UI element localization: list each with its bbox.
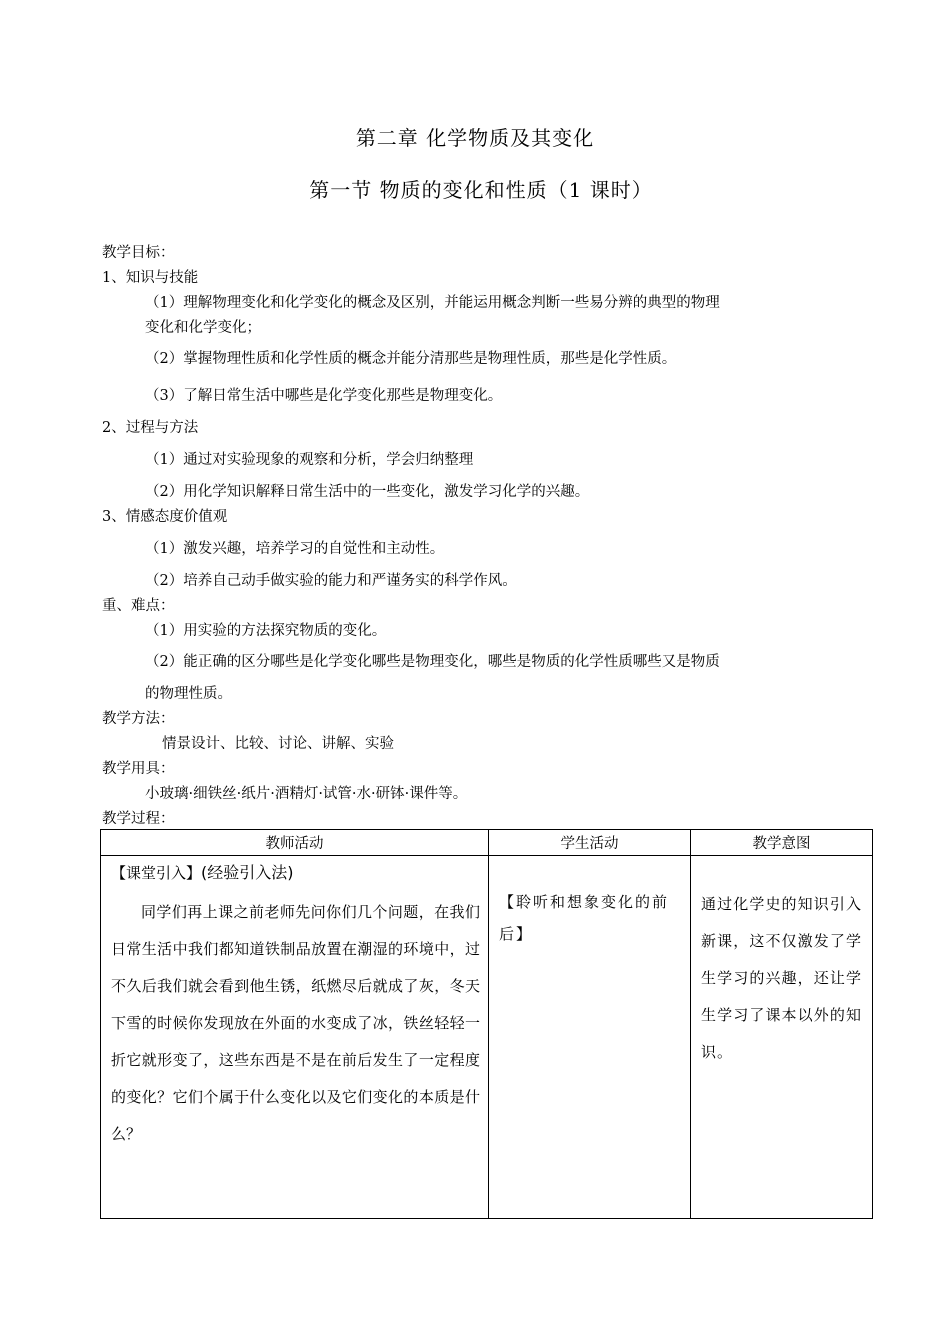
teacher-activity-text: 同学们再上课之前老师先问你们几个问题，在我们日常生活中我们都知道铁制品放置在潮湿的环境中，过不久后我们就会看到他生锈，纸燃尽后就成了灰，冬天下雪的时候你发现放在外面的水变成了冰，铁丝轻轻一折它就形变了，这些东西是不是在前后发生了一定程度的变化？它们个属于什么变化以及它们变化的本质是什么？ — [111, 903, 480, 1143]
student-activity-cell — [489, 856, 691, 1219]
teaching-intent-cell — [691, 856, 873, 1219]
methods-text: 情景设计、比较、讨论、讲解、实验 — [162, 736, 394, 752]
tools-heading: 教学用具： — [102, 761, 175, 777]
key-points-heading: 重、难点： — [102, 598, 175, 614]
methods-heading: 教学方法： — [102, 711, 175, 727]
tools-text: 小玻璃·细铁丝·纸片·酒精灯·试管·水·研钵·课件等。 — [145, 786, 468, 802]
key-point-1: （1）用实验的方法探究物质的变化。 — [145, 623, 387, 639]
lesson-intro-method: (经验引入法) — [201, 863, 294, 882]
lesson-intro-heading — [111, 862, 480, 884]
teaching-process-heading: 教学过程： — [102, 811, 175, 827]
student-activity-text: 【聆听和想象变化的前后】 — [499, 893, 670, 943]
knowledge-item-3: （3）了解日常生活中哪些是化学变化那些是物理变化。 — [145, 388, 503, 404]
teacher-activity-cell — [101, 856, 489, 1219]
teaching-process-table — [100, 829, 873, 1219]
process-heading: 2、过程与方法 — [102, 420, 199, 436]
process-item-2: （2）用化学知识解释日常生活中的一些变化，激发学习化学的兴趣。 — [145, 484, 590, 500]
lesson-intro-label: 【课堂引入】 — [111, 864, 202, 882]
table-row — [101, 856, 873, 1219]
knowledge-item-1-line-1: （1）理解物理变化和化学变化的概念及区别，并能运用概念判断一些易分辨的典型的物理 — [145, 295, 720, 311]
knowledge-heading: 1、知识与技能 — [102, 270, 199, 286]
knowledge-item-2: （2）掌握物理性质和化学性质的概念并能分清那些是物理性质，那些是化学性质。 — [145, 351, 677, 367]
objectives-heading: 教学目标： — [102, 245, 175, 261]
chapter-title: 第二章 化学物质及其变化 — [355, 126, 595, 150]
knowledge-item-1-line-2: 变化和化学变化； — [145, 320, 261, 336]
header-teacher-activity: 教师活动 — [101, 830, 489, 856]
key-point-2-line-2: 的物理性质。 — [145, 686, 232, 702]
teaching-intent-text: 通过化学史的知识引入新课，这不仅激发了学生学习的兴趣，还让学生学习了课本以外的知识。 — [701, 895, 862, 1061]
section-title: 第一节 物质的变化和性质（1 课时） — [309, 178, 653, 202]
table-header-row — [101, 830, 873, 856]
emotion-item-2: （2）培养自己动手做实验的能力和严谨务实的科学作风。 — [145, 573, 517, 589]
emotion-item-1: （1）激发兴趣，培养学习的自觉性和主动性。 — [145, 541, 445, 557]
process-item-1: （1）通过对实验现象的观察和分析，学会归纳整理 — [145, 452, 474, 468]
key-point-2-line-1: （2）能正确的区分哪些是化学变化哪些是物理变化，哪些是物质的化学性质哪些又是物质 — [145, 654, 720, 670]
header-teaching-intent: 教学意图 — [691, 830, 873, 856]
emotion-heading: 3、情感态度价值观 — [102, 509, 228, 525]
header-student-activity: 学生活动 — [489, 830, 691, 856]
